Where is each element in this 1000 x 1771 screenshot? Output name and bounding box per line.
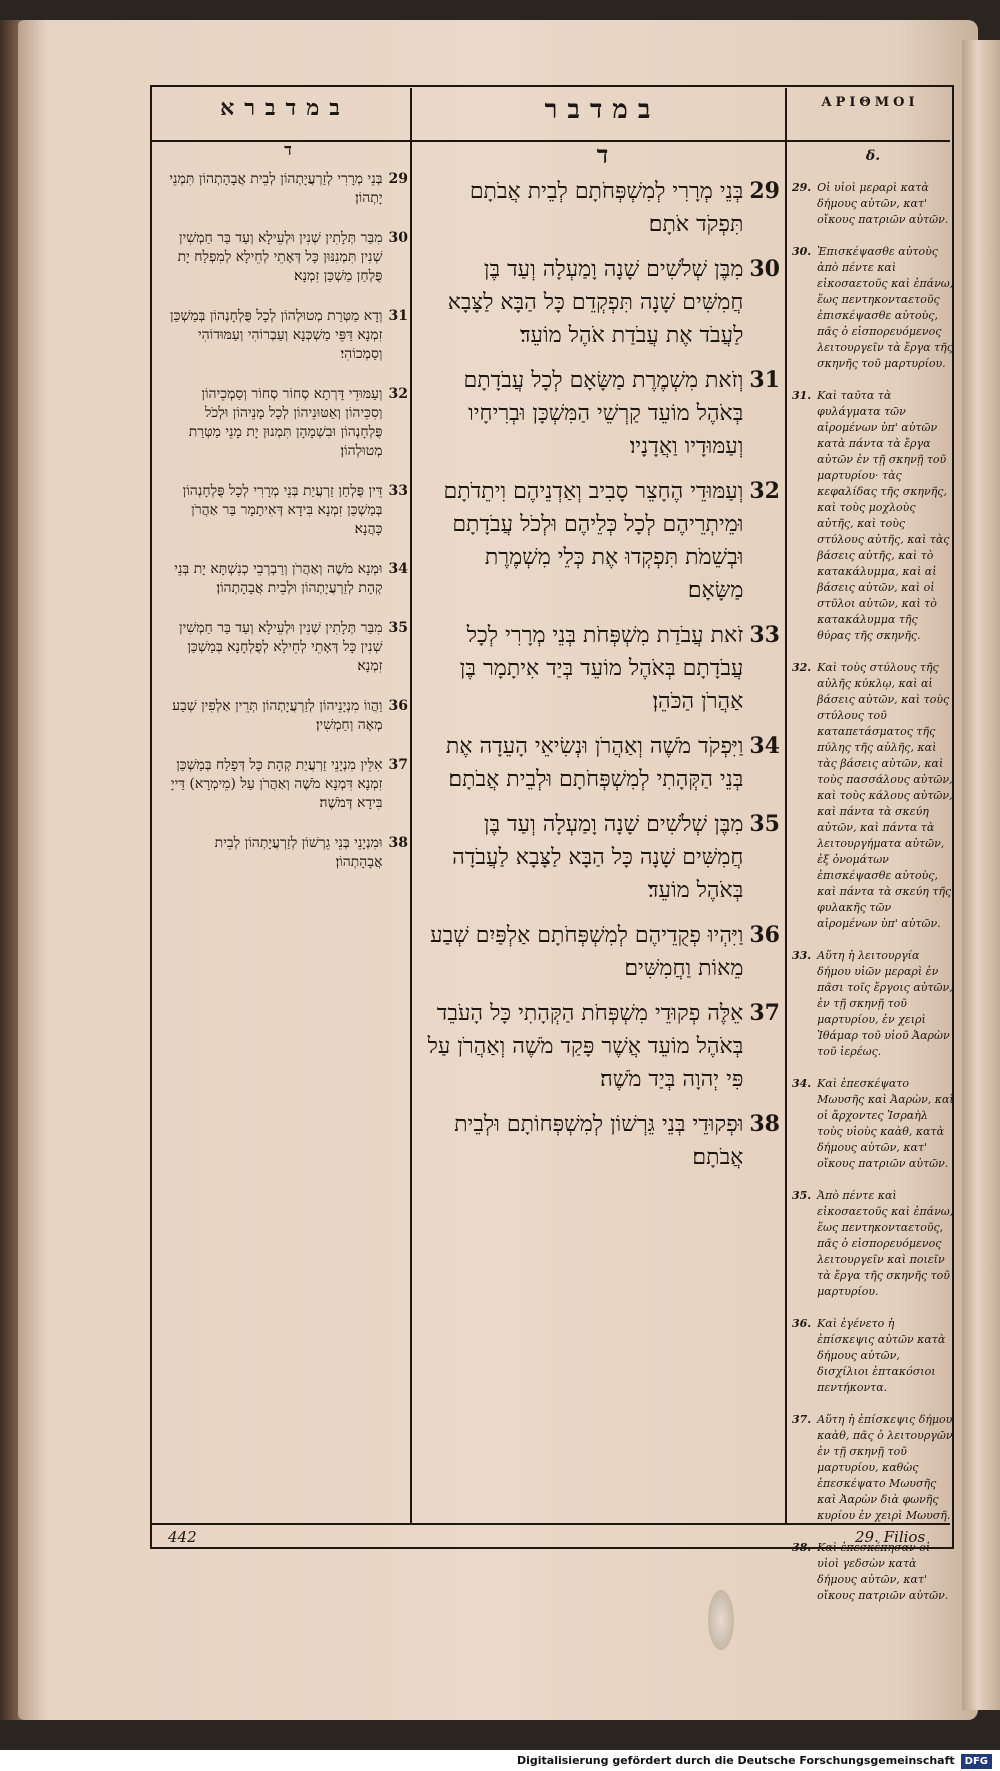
verse-number: 32. bbox=[792, 661, 812, 674]
verse-number: 34. bbox=[792, 1077, 812, 1090]
verse-number: 33 bbox=[749, 622, 780, 648]
verse-number: 36 bbox=[749, 922, 780, 948]
verse-text: Καὶ ἐπεσκέψατο Μωυσῆς καὶ Ἀαρὼν, καὶ οἱ ἄρχοντες Ἰσραὴλ τοὺς υἱοὺς καὰθ, κατὰ δήμους αὐτῶν, κατ' οἴκους πατριῶν αὐτῶν. bbox=[817, 1077, 954, 1170]
verse-text: Οἱ υἱοὶ μεραρὶ κατὰ δήμους αὐτῶν, κατ' οἴκους πατριῶν αὐτῶν. bbox=[817, 181, 949, 226]
onkelos-verse bbox=[168, 560, 408, 598]
greek-verse bbox=[792, 1412, 954, 1524]
verse-text: וְעַמּוּדֵי הֶחָצֵר סָבִיב וְאַדְנֵיהֶם וִיתֵדֹתָם וּמֵיתְרֵיהֶם לְכָל כְּלֵיהֶם וּלְכֹל עֲבֹדָתָם וּבְשֵׁמֹת תִּפְקְדוּ אֶת כְּלֵי מִשְׁמֶרֶת מַשָּׂאָם׃ bbox=[443, 479, 744, 603]
greek-verse bbox=[792, 948, 954, 1060]
catchword: 29. Filios bbox=[855, 1528, 926, 1546]
greek-verse bbox=[792, 180, 954, 228]
verse-number: 35 bbox=[749, 811, 780, 837]
verse-number: 33 bbox=[388, 483, 408, 499]
hebrew-verse bbox=[425, 919, 780, 985]
bookmark-ribbon bbox=[708, 1590, 734, 1650]
verse-text: מִבֶּן שְׁלֹשִׁים שָׁנָה וָמַעְלָה וְעַד בֶּן חֲמִשִּׁים שָׁנָה תִּפְקְדֵם כָּל הַבָּא לַצָּבָא לַעֲבֹד אֶת עֲבֹדַת אֹהֶל מוֹעֵד׃ bbox=[447, 257, 744, 348]
verse-number: 30 bbox=[388, 230, 408, 246]
verse-text: וּמְנָא מֹשֶׁה וְאַהֲרֹן וְרַבְרְבֵי כְנִשְׁתָּא יָת בְּנֵי קְהָת לְזַרְעֲיָתְהוֹן וּלְבֵית אֲבָהָתְהוֹן׃ bbox=[174, 561, 383, 596]
credit-text: Digitalisierung gefördert durch die Deutsche Forschungsgemeinschaft bbox=[516, 1754, 955, 1767]
greek-verse bbox=[792, 244, 954, 372]
onkelos-verse bbox=[168, 756, 408, 813]
verse-number: 36 bbox=[388, 698, 408, 714]
verse-text: Καὶ ἐγένετο ἡ ἐπίσκεψις αὐτῶν κατὰ δήμους αὐτῶν, δισχίλιοι ἑπτακόσιοι πεντήκοντα. bbox=[817, 1317, 946, 1394]
verse-number: 37 bbox=[388, 757, 408, 773]
verse-text: מִבַּר תְּלָתִין שְׁנִין וּלְעֵילָא וְעַד בַּר חַמְשִׁין שְׁנִין תִּמְנִנּוּן כָּל דְּאָתֵי לְחֵילָא לְמִפְלַח יָת פֻּלְחַן מַשְׁכַּן זִמְנָא׃ bbox=[177, 230, 383, 284]
verse-text: דֵּין פֻּלְחַן זַרְעֲיַת בְּנֵי מְרָרִי לְכָל פֻּלְחָנְהוֹן בְּמַשְׁכַּן זִמְנָא בִּידָא דְּאִיתָמָר בַּר אַהֲרֹן כָּהֲנָא׃ bbox=[182, 483, 383, 537]
header-onkelos: במדברא bbox=[220, 95, 350, 121]
verse-text: וַהֲווֹ מִנְיָנֵיהוֹן לְזַרְעֲיָתְהוֹן תְּרֵין אַלְפִין שְׁבַע מְאָה וְחַמְשִׁין׃ bbox=[172, 698, 383, 733]
hebrew-verse bbox=[425, 475, 780, 607]
verse-number: 32 bbox=[388, 386, 408, 402]
verse-number: 31. bbox=[792, 389, 812, 402]
verse-text: וַיִּפְקֹד מֹשֶׁה וְאַהֲרֹן וּנְשִׂיאֵי הָעֵדָה אֶת בְּנֵי הַקְּהָתִי לְמִשְׁפְּחֹתָם וּלְבֵית אֲבֹתָם׃ bbox=[445, 734, 744, 792]
onkelos-verse bbox=[168, 697, 408, 735]
verse-text: מִבֶּן שְׁלֹשִׁים שָׁנָה וָמַעְלָה וְעַד בֶּן חֲמִשִּׁים שָׁנָה כָּל הַבָּא לַצָּבָא לַעֲבֹדָה בְּאֹהֶל מוֹעֵד׃ bbox=[452, 812, 744, 903]
greek-verse bbox=[792, 388, 954, 644]
verse-number: 38. bbox=[792, 1541, 812, 1554]
facing-page-edge bbox=[962, 40, 1000, 1710]
verse-text: בְּנֵי מְרָרִי לְזַרְעֲיָתְהוֹן לְבֵית אֲבָהָתְהוֹן תִּמְנֵי יָתְהוֹן׃ bbox=[169, 171, 383, 206]
hebrew-verse bbox=[425, 1108, 780, 1174]
onkelos-column bbox=[168, 170, 408, 893]
verse-text: וְדָא מַטְּרַת מְטוּלְהוֹן לְכָל פֻּלְחָנְהוֹן בְּמַשְׁכַּן זִמְנָא דַּפֵּי מַשְׁכְּנָא וְעַבְרוֹהִי וְעַמּוּדוֹהִי וְסַמְכוֹהִי׃ bbox=[170, 308, 383, 362]
onkelos-verse bbox=[168, 619, 408, 676]
verse-number: 29. bbox=[792, 181, 812, 194]
hebrew-verse bbox=[425, 364, 780, 463]
verse-text: Ἐπισκέψασθε αὐτοὺς ἀπὸ πέντε καὶ εἰκοσαετοῦς καὶ ἐπάνω, ἕως πεντηκονταετοῦς ἐπισκέψασθε αὐτοὺς, πᾶς ὁ εἰσπορευόμενος λειτουργεῖν τὰ ἔργα τῆς σκηνῆς τοῦ μαρτυρίου. bbox=[817, 245, 954, 370]
verse-number: 38 bbox=[388, 835, 408, 851]
verse-text: מִבַּר תְּלָתִין שְׁנִין וּלְעֵילָא וְעַד בַּר חַמְשִׁין שְׁנִין כָּל דְּאָתֵי לְחֵילָא לְפֻלְחָנָא בְּמַשְׁכַּן זִמְנָא׃ bbox=[179, 620, 383, 674]
verse-text: Αὕτη ἡ ἐπίσκεψις δήμου καὰθ, πᾶς ὁ λειτουργῶν ἐν τῇ σκηνῇ τοῦ μαρτυρίου, καθὼς ἐπεσκέψατο Μωυσῆς καὶ Ἀαρὼν διὰ φωνῆς κυρίου ἐν χειρὶ Μωυσῆ. bbox=[817, 1413, 953, 1522]
page-number: 442 bbox=[168, 1528, 197, 1546]
verse-text: בְּנֵי מְרָרִי לְמִשְׁפְּחֹתָם לְבֵית אֲבֹתָם תִּפְקֹד אֹתָם׃ bbox=[469, 179, 744, 237]
verse-number: 37 bbox=[749, 1000, 780, 1026]
digitization-credit bbox=[0, 1750, 1000, 1771]
verse-number: 36. bbox=[792, 1317, 812, 1330]
header-hebrew: במדבר bbox=[544, 95, 661, 125]
verse-text: וּמִנְיָנֵי בְּנֵי גֵרְשׁוֹן לְזַרְעֲיָתְהוֹן לְבֵית אֲבָהָתְהוֹן׃ bbox=[214, 835, 383, 870]
onkelos-verse bbox=[168, 385, 408, 461]
greek-verse bbox=[792, 1076, 954, 1172]
verse-text: זֹאת עֲבֹדַת מִשְׁפְּחֹת בְּנֵי מְרָרִי לְכָל עֲבֹדָתָם בְּאֹהֶל מוֹעֵד בְּיַד אִיתָמָר בֶּן אַהֲרֹן הַכֹּהֵן׃ bbox=[459, 623, 744, 714]
header-greek: ΑΡΙΘΜΟΙ bbox=[821, 95, 919, 110]
verse-number: 35 bbox=[388, 620, 408, 636]
verse-number: 29 bbox=[388, 171, 408, 187]
column-divider bbox=[785, 88, 787, 1523]
verse-number: 31 bbox=[388, 308, 408, 324]
greek-verse bbox=[792, 1316, 954, 1396]
greek-verse bbox=[792, 1188, 954, 1300]
verse-text: Αὕτη ἡ λειτουργία δήμου υἱῶν μεραρὶ ἐν πᾶσι τοῖς ἔργοις αὐτῶν, ἐν τῇ σκηνῇ τοῦ μαρτυρίου, ἐν χειρὶ Ἰθάμαρ τοῦ υἱοῦ Ἀαρὼν τοῦ ἱερέως. bbox=[817, 949, 953, 1058]
hebrew-verse bbox=[425, 253, 780, 352]
onkelos-verse bbox=[168, 229, 408, 286]
verse-number: 37. bbox=[792, 1413, 812, 1426]
verse-number: 30 bbox=[749, 256, 780, 282]
verse-number: 31 bbox=[749, 367, 780, 393]
greek-verse bbox=[792, 1540, 954, 1604]
dfg-logo: DFG bbox=[961, 1754, 992, 1769]
verse-number: 32 bbox=[749, 478, 780, 504]
onkelos-verse bbox=[168, 834, 408, 872]
hebrew-verse bbox=[425, 997, 780, 1096]
hebrew-verse bbox=[425, 619, 780, 718]
verse-number: 30. bbox=[792, 245, 812, 258]
hebrew-verse bbox=[425, 808, 780, 907]
verse-text: Ἀπὸ πέντε καὶ εἰκοσαετοῦς καὶ ἐπάνω, ἕως πεντηκονταετοῦς, πᾶς ὁ εἰσπορευόμενος λειτουργεῖν καὶ ποιεῖν τὰ ἔργα τῆς σκηνῆς τοῦ μαρτυρίου. bbox=[817, 1189, 954, 1298]
verse-text: וְזֹאת מִשְׁמֶרֶת מַשָּׂאָם לְכָל עֲבֹדָתָם בְּאֹהֶל מוֹעֵד קַרְשֵׁי הַמִּשְׁכָּן וּבְרִיחָיו וְעַמּוּדָיו וַאֲדָנָיו׃ bbox=[463, 368, 744, 459]
verse-number: 33. bbox=[792, 949, 812, 962]
verse-text: וְעַמּוּדֵי דָּרְתָא סְחוֹר סְחוֹר וְסַמְכֵיהוֹן וְסִכֵּיהוֹן וְאַטּוּנֵיהוֹן לְכָל מָנֵיהוֹן וּלְכֹל פֻּלְחָנְהוֹן וּבִשְׁמָהָן תִּמְנוּן יָת מָנֵי מַטְּרַת מְטוּלְהוֹן׃ bbox=[188, 386, 383, 459]
greek-column bbox=[792, 180, 954, 1620]
verse-number: 29 bbox=[749, 178, 780, 204]
verse-text: Καὶ ταῦτα τὰ φυλάγματα τῶν αἰρομένων ὑπ' αὐτῶν κατὰ πάντα τὰ ἔργα αὐτῶν ἐν τῇ σκηνῇ τοῦ μαρτυρίου· τὰς κεφαλίδας τῆς σκηνῆς, καὶ τοὺς μοχλοὺς αὐτῆς, καὶ τοὺς στύλους αὐτῆς, καὶ τὰς βάσεις αὐτῆς, καὶ τὸ κατακάλυμμα, καὶ αἱ βάσεις αὐτῶν, καὶ οἱ στῦλοι αὐτῶν, καὶ τὸ κατακάλυμμα τῆς θύρας τῆς σκηνῆς. bbox=[817, 389, 950, 642]
verse-text: Καὶ ἐπεσκέπησαν οἱ υἱοὶ γεδσὼν κατὰ δήμους αὐτῶν, κατ' οἴκους πατριῶν αὐτῶν. bbox=[817, 1541, 949, 1602]
verse-text: וַיִּהְיוּ פְקֻדֵיהֶם לְמִשְׁפְּחֹתָם אַלְפַּיִם שְׁבַע מֵאוֹת וַחֲמִשִּׁים׃ bbox=[430, 923, 744, 981]
hebrew-verse bbox=[425, 175, 780, 241]
hebrew-column bbox=[425, 175, 780, 1186]
verse-text: אִלֵּין מִנְיָנֵי זַרְעֲיַת קְהָת כָּל דְּפָלַח בְּמַשְׁכַּן זִמְנָא דִּמְנָא מֹשֶׁה וְאַהֲרֹן עַל (מֵימְרָא) דַּייָ בִּידָא דְּמֹשֶׁה׃ bbox=[170, 757, 383, 811]
verse-text: וּפְקוּדֵי בְּנֵי גֵּרְשׁוֹן לְמִשְׁפְּחוֹתָם וּלְבֵית אֲבֹתָם׃ bbox=[454, 1112, 744, 1170]
greek-verse bbox=[792, 660, 954, 932]
verse-text: אֵלֶּה פְקוּדֵי מִשְׁפְּחֹת הַקְּהָתִי כָּל הָעֹבֵד בְּאֹהֶל מוֹעֵד אֲשֶׁר פָּקַד מֹשֶׁה וְאַהֲרֹן עַל פִּי יְהוָה בְּיַד מֹשֶׁה׃ bbox=[427, 1001, 744, 1092]
chapter-onkelos: ד bbox=[284, 140, 292, 159]
chapter-greek: δ. bbox=[865, 148, 881, 164]
verse-number: 35. bbox=[792, 1189, 812, 1202]
hebrew-verse bbox=[425, 730, 780, 796]
chapter-hebrew: ד bbox=[596, 140, 609, 169]
verse-number: 34 bbox=[388, 561, 408, 577]
onkelos-verse bbox=[168, 482, 408, 539]
verse-number: 38 bbox=[749, 1111, 780, 1137]
column-divider bbox=[410, 88, 412, 1523]
onkelos-verse bbox=[168, 307, 408, 364]
verse-number: 34 bbox=[749, 733, 780, 759]
verse-text: Καὶ τοὺς στύλους τῆς αὐλῆς κύκλῳ, καὶ αἱ βάσεις αὐτῶν, καὶ τοὺς στύλους τοῦ καταπετάσματος τῆς πύλης τῆς αὐλῆς, καὶ τὰς βάσεις αὐτῶν, καὶ τοὺς πασσάλους αὐτῶν, καὶ τοὺς κάλους αὐτῶν, καὶ πάντα τὰ σκεύη αὐτῶν, καὶ πάντα τὰ λειτουργήματα αὐτῶν, ἐξ ὀνομάτων ἐπισκέψασθε αὐτοὺς, καὶ πάντα τὰ σκεύη τῆς φυλακῆς τῶν αἰρομένων ὑπ' αὐτῶν. bbox=[817, 661, 953, 930]
onkelos-verse bbox=[168, 170, 408, 208]
